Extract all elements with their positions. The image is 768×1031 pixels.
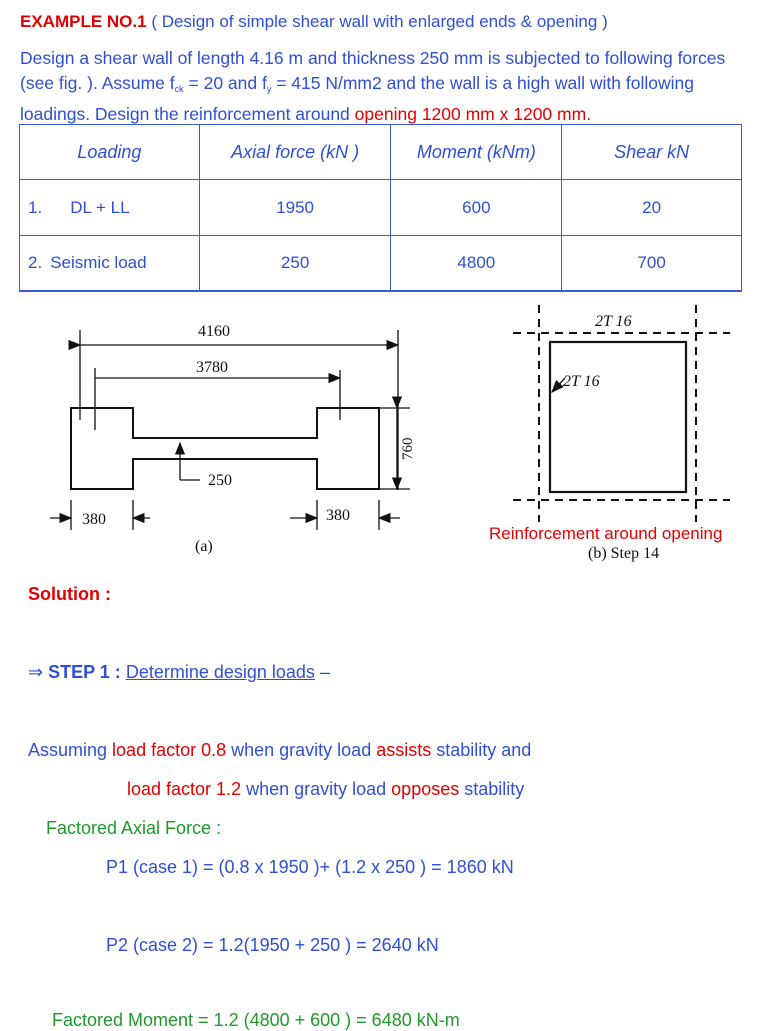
intro-part3: = 415 N/mm2 and the wall is a high wall with following loadings. Design the reinforcement around xyxy=(20,73,694,124)
problem-statement xyxy=(20,46,750,127)
table-row xyxy=(20,236,742,292)
header-moment: Moment (kNm) xyxy=(391,125,562,180)
row-load-name xyxy=(20,180,200,236)
assumption-line-2 xyxy=(127,779,524,800)
row-load-label: Seismic load xyxy=(50,253,147,272)
figure-a-caption: (a) xyxy=(195,538,213,555)
table-header-row xyxy=(20,125,742,180)
bar-label-top: 2T 16 xyxy=(595,313,632,330)
row-axial: 250 xyxy=(199,236,391,292)
reinforcement-caption: Reinforcement around opening xyxy=(489,524,723,543)
fy-subscript: y xyxy=(266,84,272,94)
text-span: when gravity load xyxy=(241,779,392,799)
opening-reinforcement-figure xyxy=(505,300,735,525)
assumption-line-1 xyxy=(28,740,531,761)
factored-moment-equation: Factored Moment = 1.2 (4800 + 600 ) = 6480 kN-m xyxy=(52,1010,460,1030)
header-shear: Shear kN xyxy=(562,125,742,180)
row-shear: 20 xyxy=(562,180,742,236)
row-shear: 700 xyxy=(562,236,742,292)
reinforcement-bars xyxy=(513,305,730,522)
solution-heading: Solution : xyxy=(28,584,111,604)
arrow-icon: ⇒ xyxy=(28,662,44,682)
text-span: stability and xyxy=(431,740,532,760)
figure-b-caption: (b) Step 14 xyxy=(588,545,660,562)
load-factor-assist: load factor 0.8 xyxy=(112,740,227,760)
dim-flange-right: 380 xyxy=(326,507,350,524)
p2-equation: P2 (case 2) = 1.2(1950 + 250 ) = 2640 kN xyxy=(106,935,439,955)
row-load-name xyxy=(20,236,200,292)
header-axial: Axial force (kN ) xyxy=(199,125,391,180)
factored-axial-heading: Factored Axial Force : xyxy=(46,818,222,838)
row-number: 1. xyxy=(28,197,43,217)
intro-part2: = 20 and f xyxy=(183,73,267,93)
example-number: EXAMPLE NO.1 xyxy=(20,12,147,31)
text-span: Assuming xyxy=(28,740,113,760)
opening-outline xyxy=(550,342,686,492)
row-moment: 4800 xyxy=(391,236,562,292)
dim-web: 250 xyxy=(208,472,232,489)
row-moment: 600 xyxy=(391,180,562,236)
bar-label-side: 2T 16 xyxy=(563,373,600,390)
loading-table xyxy=(19,124,742,292)
fck-subscript: ck xyxy=(174,84,184,94)
shear-wall-plan-figure xyxy=(30,300,460,570)
row-number: 2. xyxy=(28,253,43,272)
load-factor-oppose: load factor 1.2 xyxy=(127,779,242,799)
step-title: Determine design loads xyxy=(125,662,315,682)
opening-size: 1200 mm x 1200 mm xyxy=(416,104,587,124)
step-label: STEP 1 : xyxy=(48,662,121,682)
text-span: when gravity load xyxy=(226,740,377,760)
table-row xyxy=(20,180,742,236)
example-title xyxy=(20,12,608,32)
step-1-heading xyxy=(28,662,330,683)
row-load-label: DL + LL xyxy=(70,197,130,217)
opposes-word: opposes xyxy=(391,779,460,799)
dim-flange-left: 380 xyxy=(82,511,106,528)
dim-inner: 3780 xyxy=(196,359,228,376)
opening-word: opening xyxy=(354,104,417,124)
header-loading: Loading xyxy=(20,125,200,180)
step-dash: – xyxy=(314,662,330,682)
intro-part1: Design a shear wall of length 4.16 m and thickness 250 mm is subjected to following forces (see fig. ). Assume f xyxy=(20,48,726,93)
intro-period: . xyxy=(586,104,592,124)
dim-height: 760 xyxy=(400,437,416,460)
p1-equation: P1 (case 1) = (0.8 x 1950 )+ (1.2 x 250 ) = 1860 kN xyxy=(106,857,514,877)
text-span: stability xyxy=(459,779,525,799)
dim-total: 4160 xyxy=(198,323,230,340)
example-description: ( Design of simple shear wall with enlarged ends & opening ) xyxy=(146,12,608,31)
dimension-lines xyxy=(50,330,410,530)
row-axial: 1950 xyxy=(199,180,391,236)
assists-word: assists xyxy=(376,740,432,760)
